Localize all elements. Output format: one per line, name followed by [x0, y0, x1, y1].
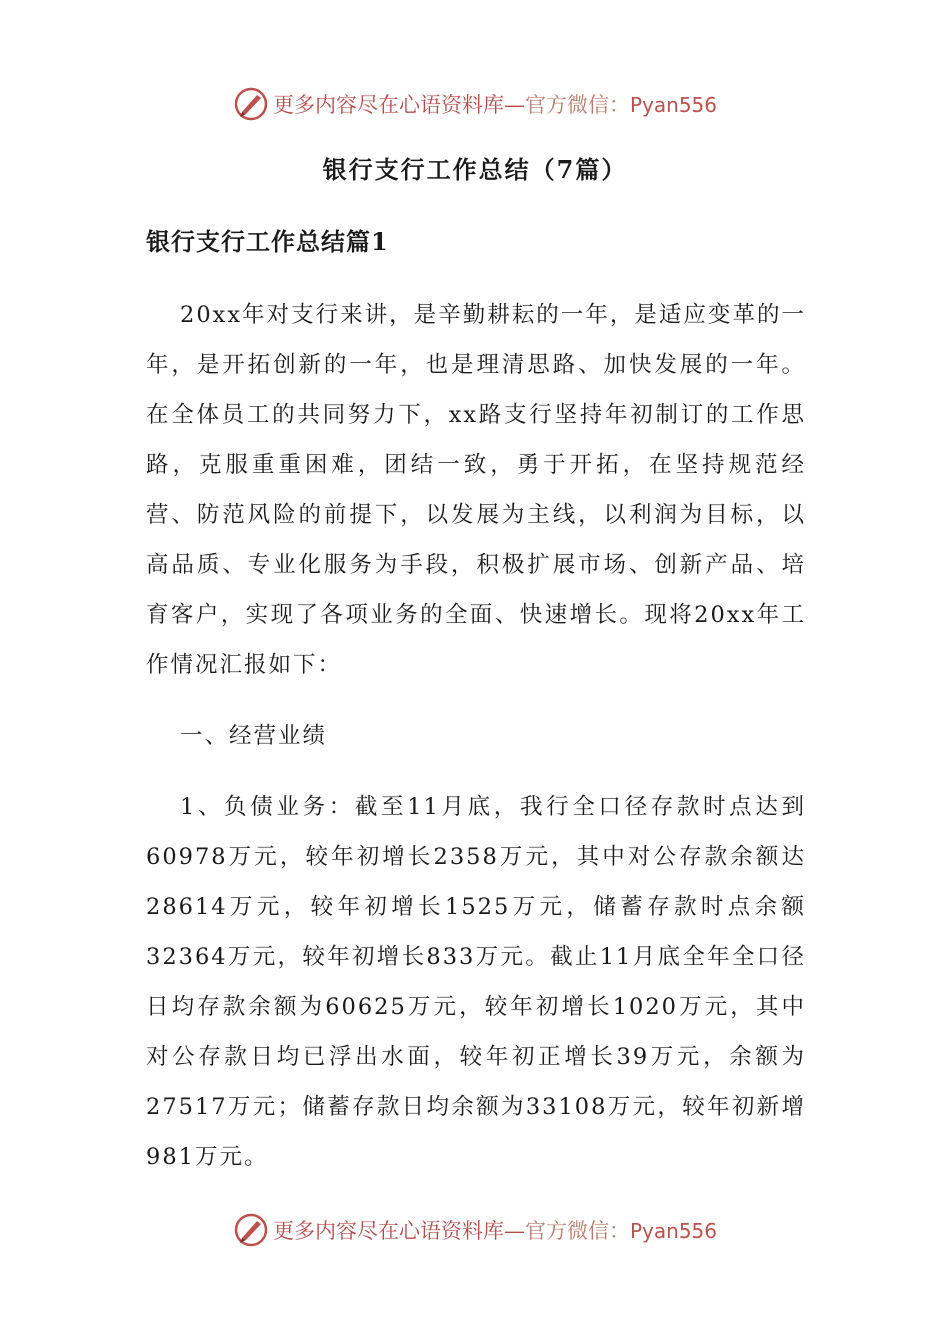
header-banner — [0, 82, 950, 126]
section-title: 银行支行工作总结篇1 — [146, 227, 389, 256]
paragraph-intro: 20xx年对支行来讲，是辛勤耕耘的一年，是适应变革的一年，是开拓创新的一年，也是理清思路、加快发展的一年。在全体员工的共同努力下，xx路支行坚持年初制订的工作思路，克服重重困难，团结一致，勇于开拓，在坚持规范经营、防范风险的前提下，以发展为主线，以利润为目标，以高品质、专业化服务为手段，积极扩展市场、创新产品、培育客户，实现了各项业务的全面、快速增长。现将20xx年工作情况汇报如下： — [146, 302, 806, 678]
paragraph-liability-business: 1、负债业务：截至11月底，我行全口径存款时点达到60978万元，较年初增长2358万元，其中对公存款余额达28614万元，较年初增长1525万元，储蓄存款时点余额32364万元，较年初增长833万元。截止11月底全年全口径日均存款余额为60625万元，较年初增长1020万元，其中对公存款日均已浮出水面，较年初正增长39万元，余额为27517万元；储蓄存款日均余额为33108万元，较年初新增981万元。 — [146, 794, 806, 1170]
footer-banner — [0, 1208, 950, 1252]
banner-text: 更多内容尽在心语资料库—官方微信：Pyan556 — [272, 1219, 717, 1243]
pen-logo-icon — [233, 86, 269, 122]
heading-business-performance: 一、经营业绩 — [180, 723, 328, 749]
document-title: 银行支行工作总结（7篇） — [322, 155, 628, 184]
banner-text: 更多内容尽在心语资料库—官方微信：Pyan556 — [272, 93, 717, 117]
pen-logo-icon — [233, 1212, 269, 1248]
